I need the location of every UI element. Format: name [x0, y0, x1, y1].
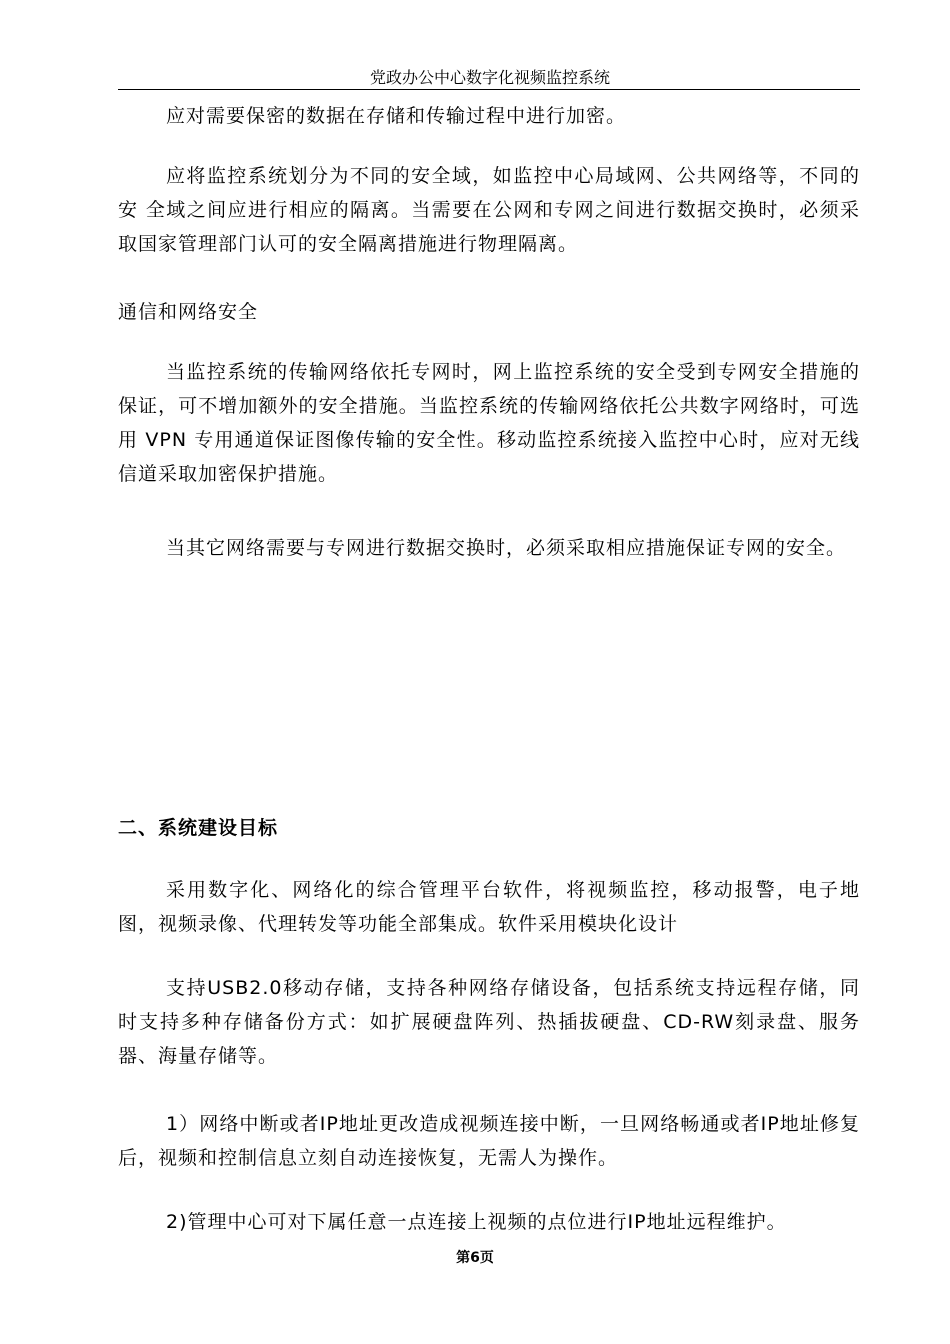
paragraph-remote-maintenance: 2)管理中心可对下属任意一点连接上视频的点位进行IP地址远程维护。 — [166, 1211, 787, 1233]
section-heading-goals: 二、系统建设目标 — [118, 817, 279, 839]
subheading-network-security: 通信和网络安全 — [118, 301, 259, 323]
header-divider — [118, 89, 860, 90]
paragraph-platform: 采用数字化、网络化的综合管理平台软件，将视频监控，移动报警，电子地图，视频录像、代理转发等功能全部集成。软件采用模块化设计 — [118, 879, 860, 935]
paragraph-storage: 支持USB2.0移动存储，支持各种网络存储设备，包括系统支持远程存储，同时支持多种存储备份方式：如扩展硬盘阵列、热插拔硬盘、CD-RW刻录盘、服务器、海量存储等。 — [118, 977, 860, 1067]
page-header-title: 党政办公中心数字化视频监控系统 — [369, 68, 610, 87]
paragraph-security-domains: 应将监控系统划分为不同的安全域，如监控中心局域网、公共网络等，不同的安 全域之间应进行相应的隔离。当需要在公网和专网之间进行数据交换时，必须采取国家管理部门认可的安全隔离措施进行物理隔离。 — [118, 165, 860, 255]
paragraph-encryption: 应对需要保密的数据在存储和传输过程中进行加密。 — [166, 105, 627, 127]
paragraph-auto-reconnect: 1）网络中断或者IP地址更改造成视频连接中断，一旦网络畅通或者IP地址修复后，视频和控制信息立刻自动连接恢复，无需人为操作。 — [118, 1113, 860, 1169]
paragraph-private-network: 当监控系统的传输网络依托专网时，网上监控系统的安全受到专网安全措施的保证，可不增加额外的安全措施。当监控系统的传输网络依托公共数字网络时，可选用 VPN 专用通道保证图像传输的安全性。移动监控系统接入监控中心时，应对无线信道采取加密保护措施。 — [118, 361, 860, 485]
paragraph-data-exchange: 当其它网络需要与专网进行数据交换时，必须采取相应措施保证专网的安全。 — [166, 537, 847, 559]
page-number: 第6页 — [456, 1250, 494, 1266]
